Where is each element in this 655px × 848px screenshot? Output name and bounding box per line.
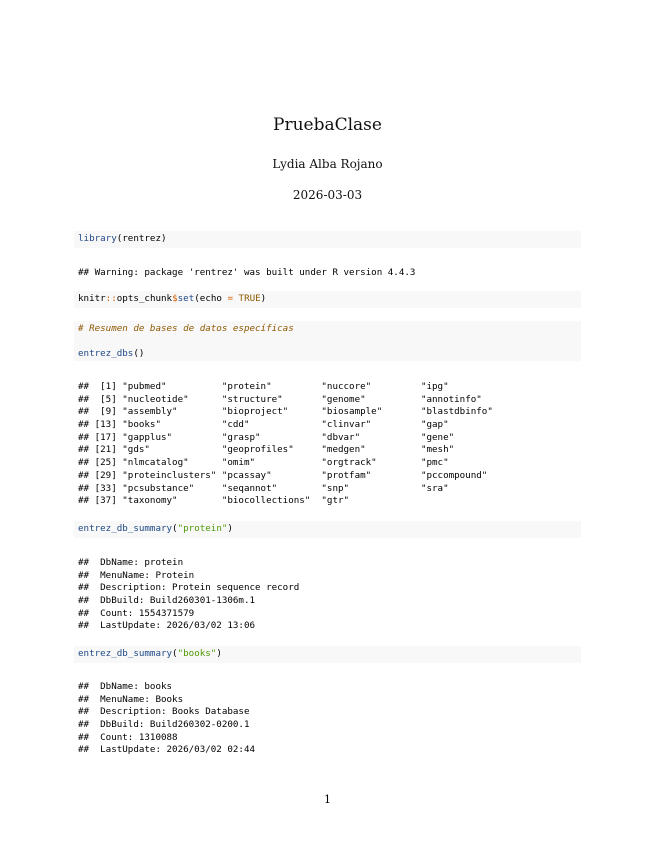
code-chunk-opts bbox=[74, 291, 581, 308]
code-operator: = bbox=[221, 293, 239, 304]
output-line: ## [1] "pubmed" "protein" "nuccore" "ipg" bbox=[78, 381, 449, 392]
output-line: ## Count: 1554371579 bbox=[78, 607, 195, 619]
output-line: ## [21] "gds" "geoprofiles" "medgen" "mesh" bbox=[78, 444, 455, 456]
document-title: PruebaClase bbox=[273, 115, 382, 135]
code-args: () bbox=[133, 348, 145, 360]
output-line: ## [37] "taxonomy" "biocollections" "gtr" bbox=[78, 495, 350, 507]
output-line: ## [9] "assembly" "bioproject" "biosample" "blastdbinfo" bbox=[78, 406, 493, 418]
code-paren: ( bbox=[172, 523, 178, 534]
code-object: knitr bbox=[78, 293, 106, 304]
output-line: ## [13] "books" "cdd" "clinvar" "gap" bbox=[78, 419, 449, 431]
page-number: 1 bbox=[324, 793, 331, 806]
output-line: ## Count: 1310088 bbox=[78, 731, 178, 743]
code-chunk-protein-summary bbox=[74, 521, 581, 538]
code-comment: # Resumen de bases de datos específicas bbox=[78, 323, 294, 334]
books-summary-output bbox=[78, 681, 255, 757]
document-author: Lydia Alba Rojano bbox=[272, 157, 383, 171]
code-chunk-books-summary bbox=[74, 646, 581, 663]
output-line: ## Description: Books Database bbox=[78, 706, 250, 718]
code-member: opts_chunk bbox=[116, 293, 173, 304]
code-paren: ( bbox=[194, 293, 200, 304]
code-paren: ) bbox=[216, 648, 222, 659]
code-arg: echo bbox=[199, 293, 222, 304]
output-line: ## MenuName: Books bbox=[78, 693, 184, 705]
code-function: library bbox=[78, 233, 117, 244]
output-line: ## MenuName: Protein bbox=[78, 569, 195, 581]
code-operator: $ bbox=[172, 293, 178, 304]
code-string: "books" bbox=[177, 648, 217, 659]
code-paren: ( bbox=[172, 648, 178, 659]
output-line: ## DbBuild: Build260301-1306m.1 bbox=[78, 595, 256, 607]
output-line: ## Description: Protein sequence record bbox=[78, 582, 300, 594]
code-paren: ) bbox=[260, 293, 267, 304]
protein-summary-output bbox=[78, 557, 299, 633]
document-date: 2026-03-03 bbox=[292, 188, 363, 202]
output-line: ## [5] "nucleotide" "structure" "genome" "annotinfo" bbox=[78, 393, 482, 405]
dbs-output bbox=[78, 381, 493, 508]
code-paren: ) bbox=[227, 523, 233, 534]
output-line: ## DbName: protein bbox=[78, 557, 184, 568]
output-line: ## [25] "nlmcatalog" "omim" "orgtrack" "pmc" bbox=[78, 457, 449, 469]
output-line: ## [33] "pcsubstance" "seqannot" "snp" "sra" bbox=[78, 482, 449, 494]
output-line: ## DbBuild: Build260302-0200.1 bbox=[78, 719, 250, 731]
code-chunk-dbs bbox=[74, 321, 581, 361]
warning-line: ## Warning: package 'rentrez' was built under R version 4.4.3 bbox=[78, 267, 416, 278]
output-line: ## LastUpdate: 2026/03/02 02:44 bbox=[78, 744, 256, 756]
code-chunk-library bbox=[74, 231, 581, 248]
code-function: set bbox=[177, 293, 195, 304]
output-line: ## [17] "gapplus" "grasp" "dbvar" "gene" bbox=[78, 431, 455, 443]
warning-output bbox=[78, 267, 415, 280]
output-line: ## LastUpdate: 2026/03/02 13:06 bbox=[78, 620, 256, 632]
code-args: (rentrez) bbox=[116, 233, 167, 244]
code-function: entrez_db_summary bbox=[78, 523, 173, 534]
output-line: ## DbName: books bbox=[78, 681, 173, 692]
output-line: ## [29] "proteinclusters" "pcassay" "protfam" "pccompound" bbox=[78, 469, 488, 481]
code-function: entrez_db_summary bbox=[78, 648, 173, 659]
code-string: "protein" bbox=[177, 523, 228, 534]
code-constant: TRUE bbox=[238, 293, 261, 304]
code-operator: :: bbox=[105, 293, 117, 304]
code-function: entrez_dbs bbox=[78, 348, 134, 360]
